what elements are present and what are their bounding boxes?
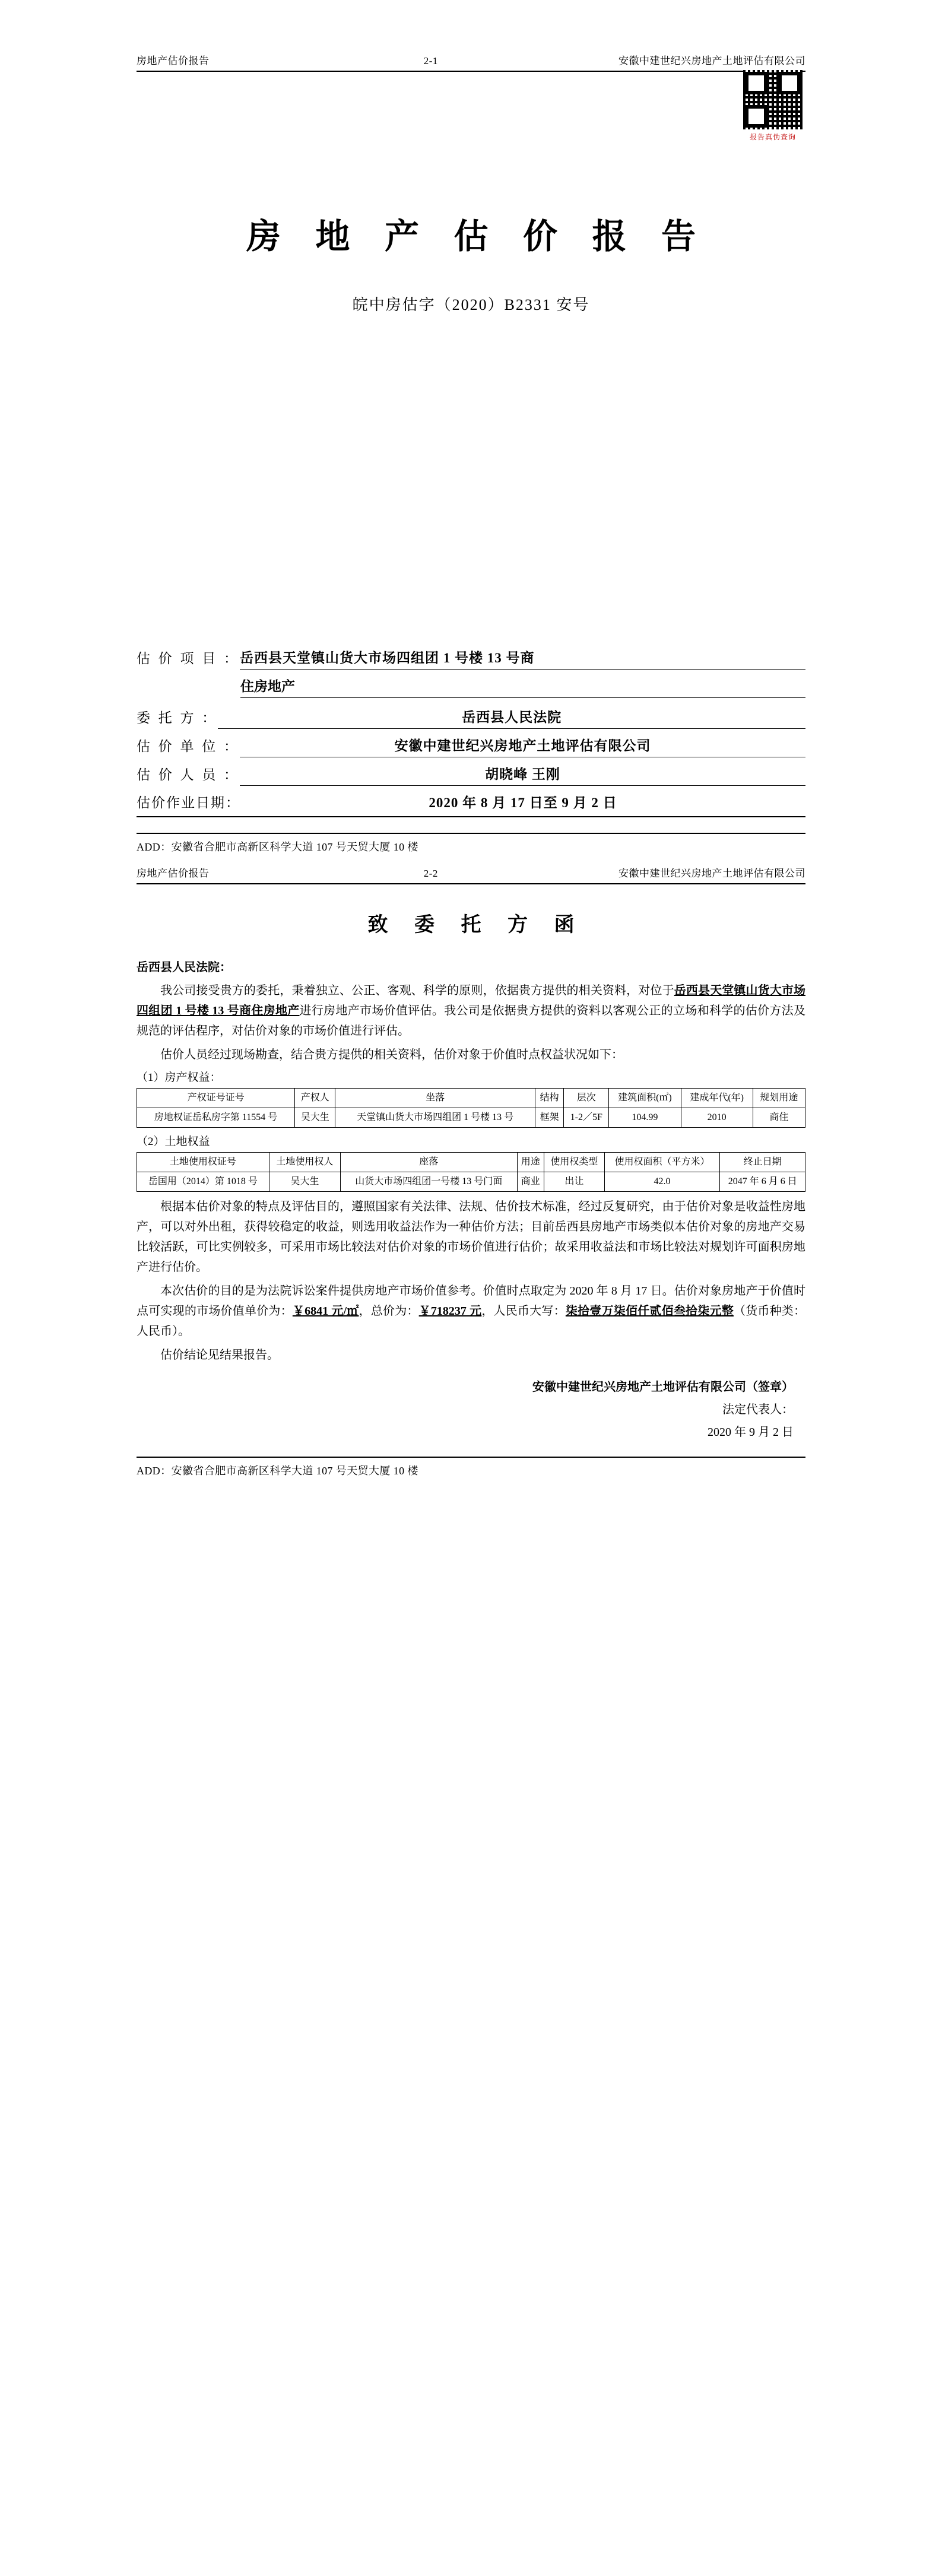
- th-land-use: 用途: [517, 1153, 544, 1172]
- para4-part-a: 本次估价的目的是为法院诉讼案件提供房地产市场价值参考。价值时点取定为 2020 年 8 月 17 日。估价对象房地产于价值时点可实现的市场价值单价为：: [137, 1284, 805, 1318]
- land-rights-table: [137, 1152, 805, 1192]
- field-project: [137, 647, 805, 670]
- th-year-built: 建成年代(年): [681, 1089, 753, 1108]
- th-land-area: 使用权面积（平方米）: [604, 1153, 720, 1172]
- para4-unit-price: ￥6841 元/㎡: [292, 1305, 359, 1318]
- letter-title: 致 委 托 方 函: [367, 914, 585, 936]
- letter-paragraph-1: [137, 981, 805, 1041]
- para4-part-c: ，人民币大写：: [481, 1305, 566, 1318]
- para4-amount-in-words: 柒拾壹万柒佰仟贰佰叁拾柒元整: [565, 1305, 734, 1318]
- qr-code-icon: [743, 70, 803, 129]
- table-header-row: [137, 1153, 805, 1172]
- th-planned-use: 规划用途: [753, 1089, 805, 1108]
- td-land-use: 商业: [517, 1172, 544, 1192]
- td-land-user: 吴大生: [269, 1172, 340, 1192]
- footer-letter: ADD：安徽省合肥市高新区科学大道 107 号天贸大厦 10 楼: [137, 1457, 805, 1478]
- th-land-user: 土地使用权人: [269, 1153, 340, 1172]
- table-header-row: [137, 1089, 805, 1108]
- th-right-type: 使用权类型: [544, 1153, 605, 1172]
- table-row: [137, 1108, 805, 1128]
- report-number: 皖中房估字（2020）B2331 安号: [352, 296, 590, 313]
- th-structure: 结构: [535, 1089, 563, 1108]
- letter-paragraph-2: 估价人员经过现场勘查，结合贵方提供的相关资料，估价对象于价值时点权益状况如下：: [160, 1048, 623, 1061]
- running-header-right: 安徽中建世纪兴房地产土地评估有限公司: [618, 55, 805, 66]
- signature-block: [137, 1376, 805, 1444]
- running-header-left: 房地产估价报告: [137, 55, 210, 66]
- running-header-cover: [137, 52, 805, 72]
- field-work-date-label: 估价作业日期：: [137, 795, 240, 810]
- para4-part-b: ，总价为：: [359, 1305, 419, 1318]
- running-header-letter: [137, 865, 805, 884]
- td-owner: 吴大生: [295, 1108, 335, 1128]
- th-cert-no: 产权证号证号: [137, 1089, 295, 1108]
- th-area: 建筑面积(㎡): [609, 1089, 681, 1108]
- field-appraisers: [137, 763, 805, 786]
- td-land-area: 42.0: [604, 1172, 720, 1192]
- field-firm: [137, 735, 805, 757]
- field-project-value: 岳西县天堂镇山货大市场四组团 1 号楼 13 号商: [240, 647, 805, 670]
- td-year-built: 2010: [681, 1108, 753, 1128]
- para1-part-b: 进行房地产市场价值评估。我公司是依据贵方提供的资料以客观公正的立场和科学的估价方法及规范的评估程序，对估价对象的市场价值进行评估。: [137, 1004, 806, 1038]
- table-row: [137, 1172, 805, 1192]
- td-floor: 1-2／5F: [564, 1108, 609, 1128]
- running-header-right-2: 安徽中建世纪兴房地产土地评估有限公司: [618, 868, 805, 879]
- td-location: 天堂镇山货大市场四组团 1 号楼 13 号: [335, 1108, 535, 1128]
- td-land-location: 山货大市场四组团一号楼 13 号门面: [341, 1172, 518, 1192]
- running-header-left-2: 房地产估价报告: [137, 868, 210, 879]
- page-number-cover: 2-1: [423, 55, 438, 66]
- letter-paragraph-4: [137, 1281, 805, 1341]
- td-area: 104.99: [609, 1108, 681, 1128]
- letter-paragraph-5: 估价结论见结果报告。: [160, 1349, 279, 1362]
- th-land-cert-no: 土地使用权证号: [137, 1153, 269, 1172]
- th-owner: 产权人: [295, 1089, 335, 1108]
- td-planned-use: 商住: [753, 1108, 805, 1128]
- td-structure: 框架: [535, 1108, 563, 1128]
- th-floor: 层次: [564, 1089, 609, 1108]
- cover-field-list: [137, 647, 805, 817]
- letter-addressee: 岳西县人民法院：: [137, 961, 231, 974]
- td-land-cert-no: 岳国用（2014）第 1018 号: [137, 1172, 269, 1192]
- th-land-location: 座落: [341, 1153, 518, 1172]
- td-right-type: 出让: [544, 1172, 605, 1192]
- field-work-date-value: 2020 年 8 月 17 日至 9 月 2 日: [429, 795, 617, 810]
- letter-sheet: [0, 865, 942, 1478]
- footer-cover: ADD：安徽省合肥市高新区科学大道 107 号天贸大厦 10 楼: [137, 833, 805, 854]
- signature-company: 安徽中建世纪兴房地产土地评估有限公司（签章）: [532, 1381, 794, 1394]
- field-client-value: 岳西县人民法院: [218, 706, 805, 729]
- letter-paragraph-3: 根据本估价对象的特点及评估目的，遵照国家有关法律、法规、估价技术标准，经过反复研究，由于估价对象是收益性房地产，可以对外出租，获得较稳定的收益，则选用收益法作为一种估价方法；目前岳西县房地产市场类似本估价对象的房地产交易比较活跃，可比实例较多，可采用市场比较法对估价对象的市场价值进行估价；故采用收益法和市场比较法对规划许可面积房地产进行估价。: [137, 1200, 805, 1274]
- field-client-label: 委 托 方 ：: [137, 710, 218, 725]
- qr-code-block: [740, 70, 805, 142]
- th-location: 坐落: [335, 1089, 535, 1108]
- td-cert-no: 房地权证岳私房字第 11554 号: [137, 1108, 295, 1128]
- section-label-land-rights: （2）土地权益: [137, 1135, 210, 1148]
- field-firm-label: 估 价 单 位 ：: [137, 739, 240, 754]
- page-number-letter: 2-2: [423, 868, 438, 879]
- field-project-label: 估 价 项 目 ：: [137, 651, 240, 666]
- signature-date: 2020 年 9 月 2 日: [708, 1426, 794, 1439]
- field-client: [137, 706, 805, 729]
- section-label-property-rights: （1）房产权益：: [137, 1071, 221, 1084]
- th-expiry-date: 终止日期: [720, 1153, 805, 1172]
- field-project-value-line2: 住房地产: [240, 675, 805, 698]
- field-work-date: [137, 792, 805, 817]
- qr-caption: 报告真伪查询: [749, 133, 796, 141]
- cover-sheet: [0, 0, 942, 854]
- field-appraisers-value: 胡晓峰 王刚: [240, 763, 805, 786]
- para4-part-d: （货币种类：人民币）。: [137, 1305, 806, 1338]
- para1-part-a: 我公司接受贵方的委托，秉着独立、公正、客观、科学的原则，依据贵方提供的相关资料，对位于: [160, 984, 674, 997]
- para4-total-price: ￥718237 元: [418, 1305, 482, 1318]
- field-firm-value: 安徽中建世纪兴房地产土地评估有限公司: [240, 735, 805, 757]
- para1-underlined-subject: 岳西县天堂镇山货大市场四组团 1 号楼 13 号商住房地产: [137, 984, 806, 1017]
- property-rights-table: [137, 1088, 805, 1128]
- page-title: 房 地 产 估 价 报 告: [246, 217, 709, 256]
- td-expiry-date: 2047 年 6 月 6 日: [720, 1172, 805, 1192]
- signature-legal-rep: 法定代表人：: [722, 1403, 794, 1416]
- field-appraisers-label: 估 价 人 员 ：: [137, 767, 240, 782]
